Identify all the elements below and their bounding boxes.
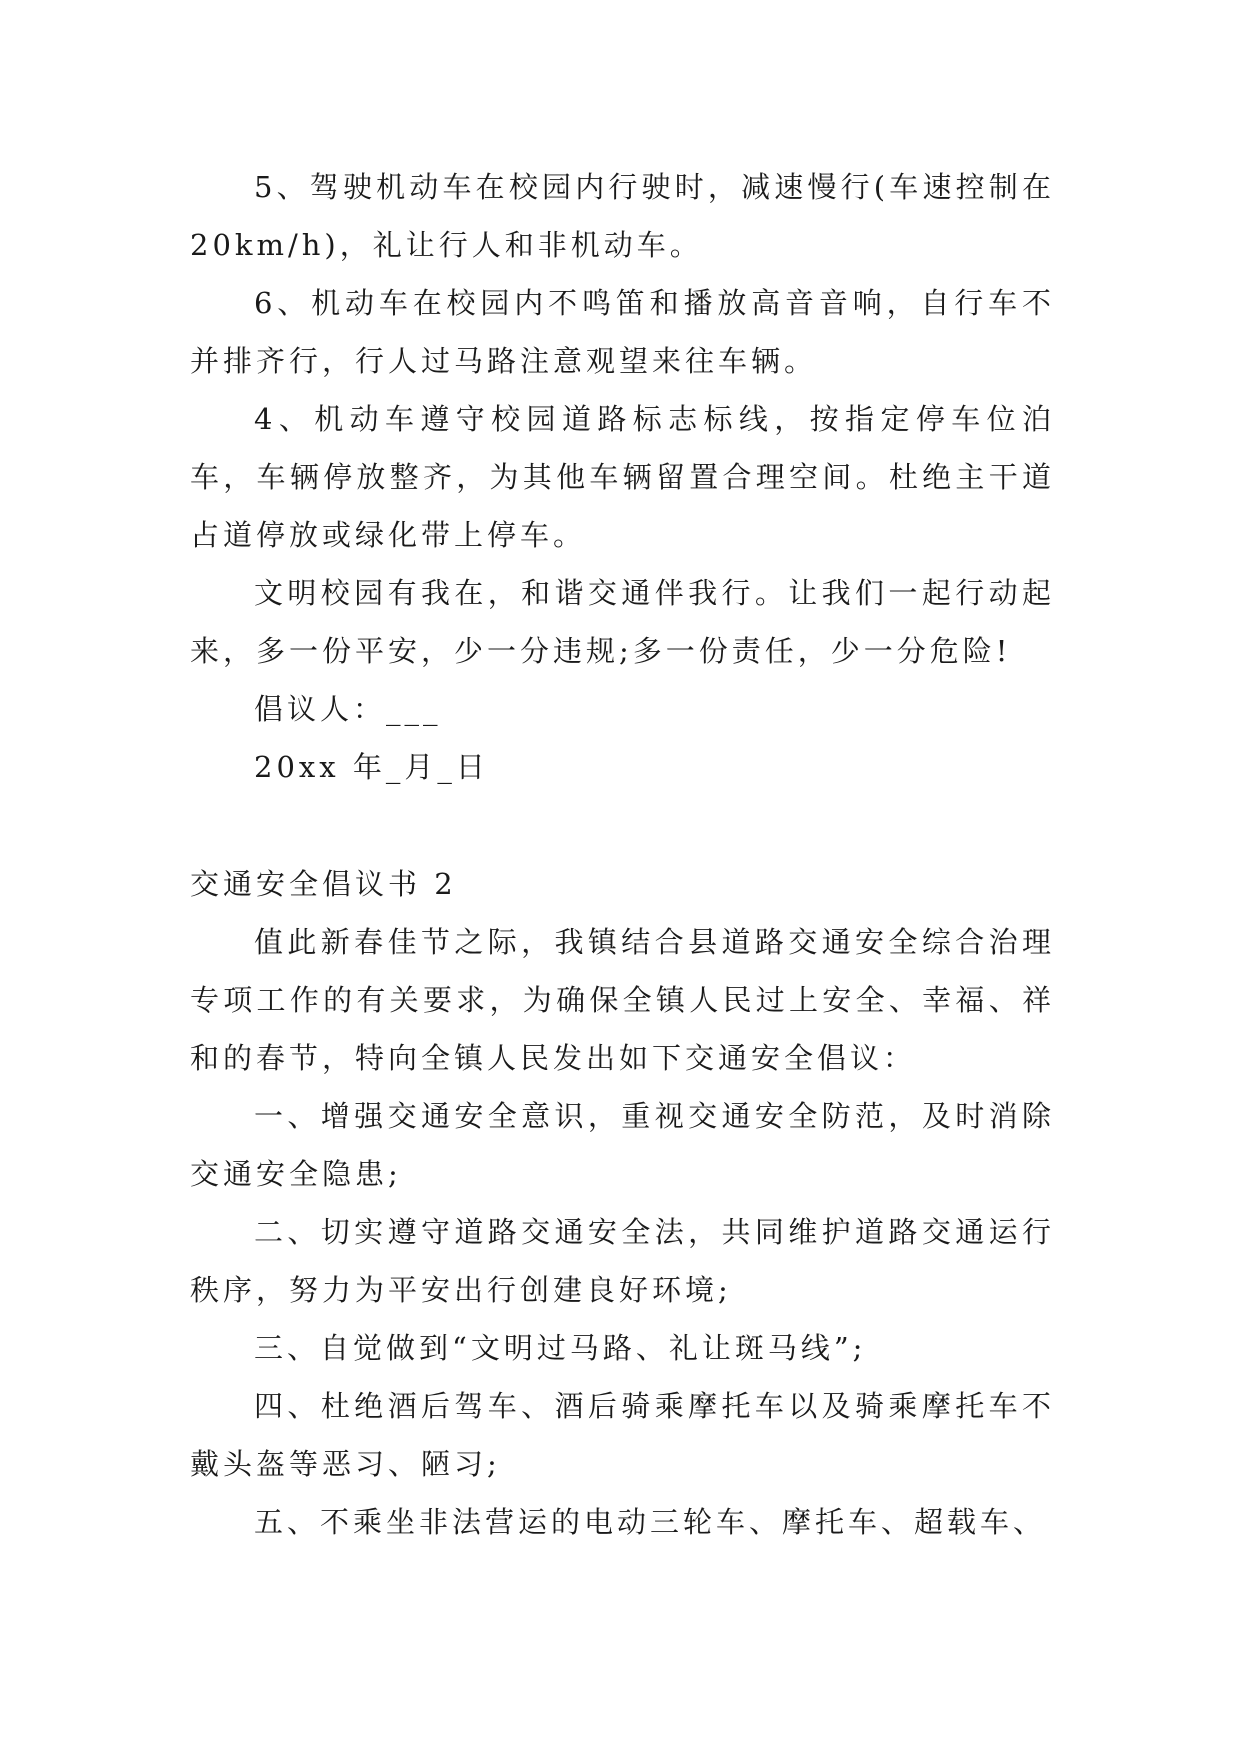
paragraph-intro: 值此新春佳节之际，我镇结合县道路交通安全综合治理专项工作的有关要求，为确保全镇人民过上安全、幸福、祥和的春节，特向全镇人民发出如下交通安全倡议： xyxy=(190,925,1055,1075)
section-1-body xyxy=(190,158,1055,796)
paragraph-item-2: 二、切实遵守道路交通安全法，共同维护道路交通运行秩序，努力为平安出行创建良好环境; xyxy=(190,1215,1055,1307)
section-2-body xyxy=(190,913,1055,1551)
paragraph-item-5-illegal-transport: 五、不乘坐非法营运的电动三轮车、摩托车、超载车、 xyxy=(254,1505,1047,1539)
paragraph-closing-slogan: 文明校园有我在，和谐交通伴我行。让我们一起行动起来，多一份平安，少一分违规;多一份责任，少一分危险! xyxy=(190,576,1055,668)
date-line: 20xx 年_月_日 xyxy=(254,750,489,784)
section-2-title: 交通安全倡议书 2 xyxy=(190,867,457,901)
paragraph-item-3: 三、自觉做到“文明过马路、礼让斑马线”; xyxy=(254,1331,867,1365)
paragraph-item-5: 5、驾驶机动车在校园内行驶时，减速慢行(车速控制在20km/h)，礼让行人和非机动车。 xyxy=(190,170,1055,262)
paragraph-item-1: 一、增强交通安全意识，重视交通安全防范，及时消除交通安全隐患; xyxy=(190,1099,1055,1191)
paragraph-item-4: 4、机动车遵守校园道路标志标线，按指定停车位泊车，车辆停放整齐，为其他车辆留置合理空间。杜绝主干道占道停放或绿化带上停车。 xyxy=(190,402,1055,552)
paragraph-item-6: 6、机动车在校园内不鸣笛和播放高音音响，自行车不并排齐行，行人过马路注意观望来往车辆。 xyxy=(190,286,1055,378)
signature-line: 倡议人：___ xyxy=(254,692,442,726)
paragraph-item-4-drunk-driving: 四、杜绝酒后驾车、酒后骑乘摩托车以及骑乘摩托车不戴头盔等恶习、陋习; xyxy=(190,1389,1055,1481)
